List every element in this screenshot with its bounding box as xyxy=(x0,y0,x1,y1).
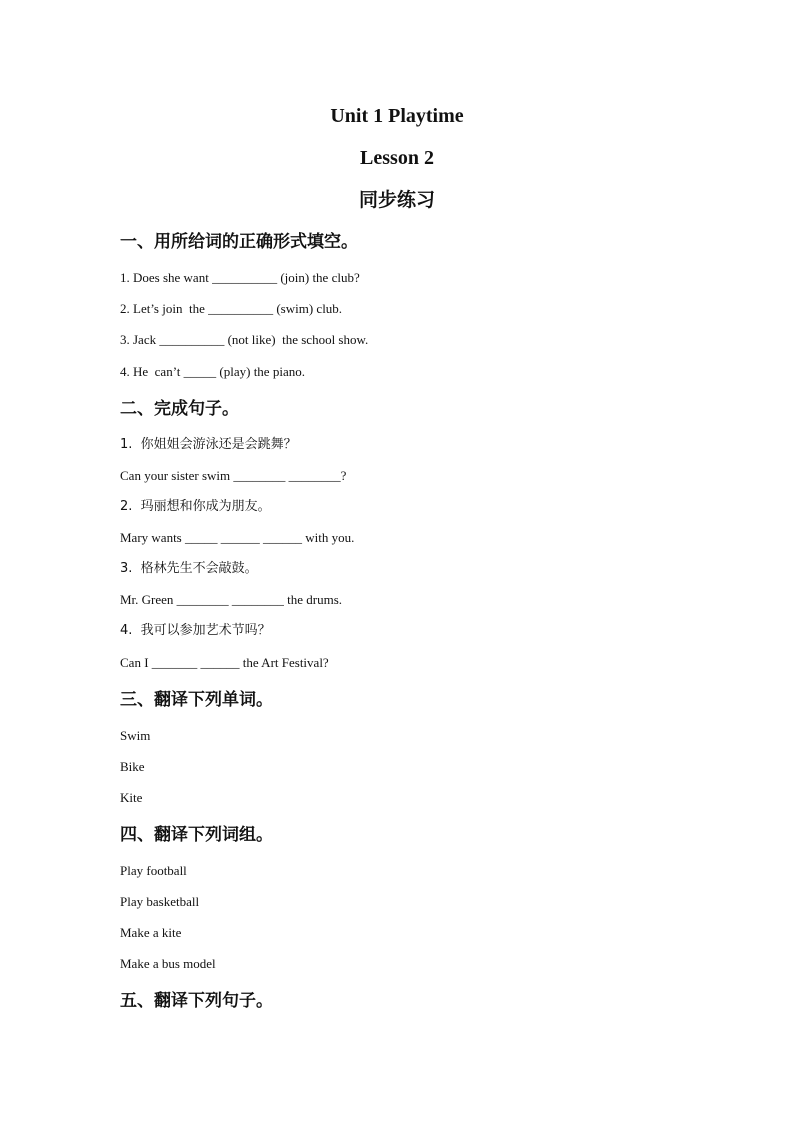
section-2-prompt: 3. 格林先生不会敲鼓。 xyxy=(120,561,258,576)
worksheet-subtitle: 同步练习 xyxy=(358,189,435,211)
section-2-prompt: 2. 玛丽想和你成为朋友。 xyxy=(120,499,271,514)
section-4-item: Make a bus model xyxy=(120,956,216,971)
section-3-item: Bike xyxy=(120,759,145,774)
section-2-prompt: 4. 我可以参加艺术节吗？ xyxy=(120,623,271,638)
section-1-item: 2. Let’s join the __________ (swim) club. xyxy=(120,301,343,316)
section-2-heading: 二、完成句子。 xyxy=(120,399,239,419)
section-4-item: Play football xyxy=(120,863,187,878)
section-4-heading: 四、翻译下列词组。 xyxy=(120,825,273,845)
section-3-item: Kite xyxy=(120,790,143,805)
lesson-title: Lesson 2 xyxy=(360,147,434,169)
section-4-item: Play basketball xyxy=(120,894,200,909)
section-4-item: Make a kite xyxy=(120,925,182,940)
section-2-answer: Mr. Green ________ ________ the drums. xyxy=(120,592,343,607)
section-3-item: Swim xyxy=(120,728,151,743)
section-2-prompt: 1. 你姐姐会游泳还是会跳舞？ xyxy=(120,437,297,452)
section-2-answer: Mary wants _____ ______ ______ with you. xyxy=(120,530,355,545)
section-1-item: 3. Jack __________ (not like) the school show. xyxy=(120,332,369,347)
section-5-heading: 五、翻译下列句子。 xyxy=(120,991,273,1011)
section-1-item: 1. Does she want __________ (join) the club? xyxy=(120,270,360,285)
unit-title: Unit 1 Playtime xyxy=(330,105,464,127)
section-1-heading: 一、用所给词的正确形式填空。 xyxy=(120,232,358,252)
section-2-answer: Can your sister swim ________ ________? xyxy=(120,468,347,483)
section-3-heading: 三、翻译下列单词。 xyxy=(120,690,273,710)
section-2-answer: Can I _______ ______ the Art Festival? xyxy=(120,655,329,670)
section-1-item: 4. He can’t _____ (play) the piano. xyxy=(120,364,305,379)
